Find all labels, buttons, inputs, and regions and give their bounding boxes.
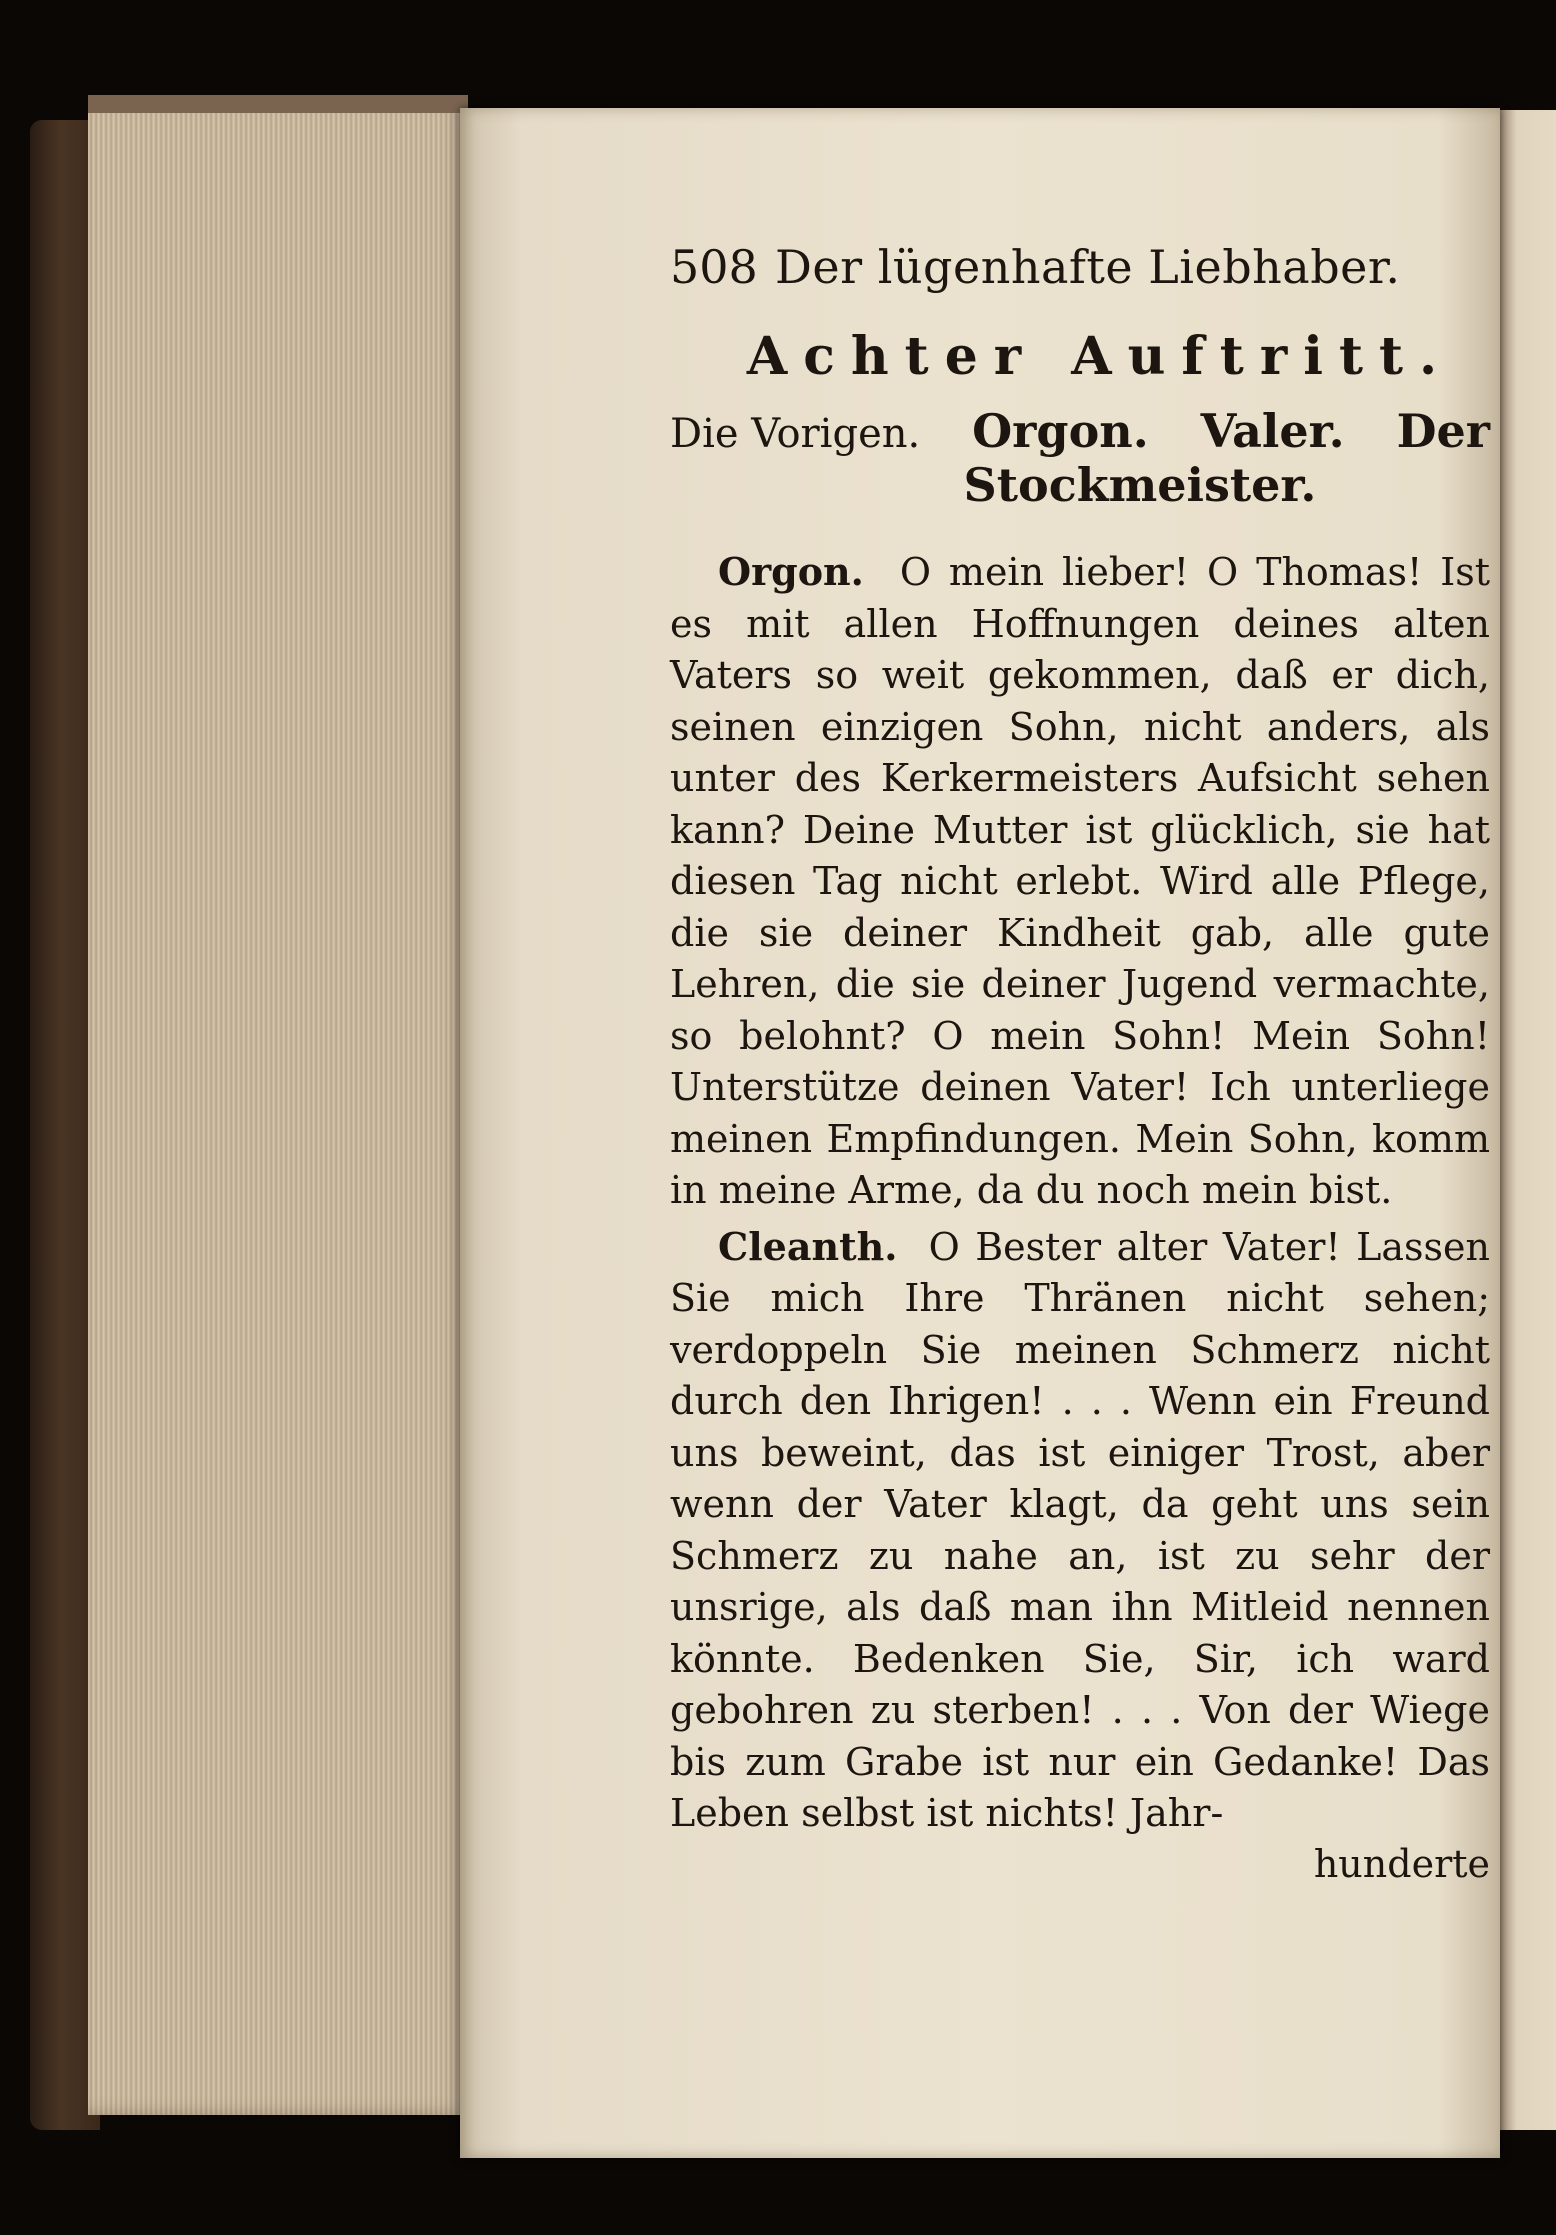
cast-first: Die Vorigen. <box>670 411 921 457</box>
cast-list <box>670 404 1490 458</box>
cast-orgon: Orgon. <box>972 404 1149 458</box>
page-header <box>670 240 1490 320</box>
page-text <box>670 240 1490 1886</box>
speaker-name: Orgon. <box>718 549 864 594</box>
speech-cleanth <box>670 1221 1490 1840</box>
facing-page-edge <box>1500 110 1556 2130</box>
speech-text: O mein lieber! O Thomas! Ist es mit allen Hoffnungen deines alten Vaters so weit gekommen, daß er dich, seinen einzigen Sohn, nicht anders, als unter des Kerkermeisters Aufsicht sehen kann? Deine Mutter ist glücklich, sie hat diesen Tag nicht erlebt. Wird alle Pflege, die sie deiner Kindheit gab, alle gute Lehren, die sie deiner Jugend vermachte, so belohnt? O mein Sohn! Mein Sohn! Unterstütze deinen Vater! Ich unterliege meinen Empfindungen. Mein Sohn, komm in meine Arme, da du noch mein bist. <box>670 550 1490 1212</box>
page-stack-top <box>88 95 468 113</box>
speaker-name: Cleanth. <box>718 1223 898 1269</box>
scene-heading: Achter Auftritt. <box>746 326 1454 387</box>
page-stack-edge <box>88 95 468 2115</box>
cast-der: Der <box>1396 404 1490 458</box>
speech-text: O Bester alter Vater! Lassen Sie mich Ihre Thränen nicht sehen; verdoppeln Sie meinen Schmerz nicht durch den Ihrigen! . . . Wenn ein Freund uns beweint, das ist einiger Trost, aber wenn der Vater klagt, da geht uns sein Schmerz zu nahe an, ist zu sehr der unsrige, als daß man ihn Mitleid nennen könnte. Bedenken Sie, Sir, ich ward gebohren zu sterben! . . . Von der Wiege bis zum Grabe ist nur ein Gedanke! Das Leben selbst ist nichts! Jahr- <box>670 1224 1490 1835</box>
speech-orgon <box>670 546 1490 1217</box>
catchword: hunderte <box>1313 1841 1490 1886</box>
cast-valer: Valer. <box>1200 404 1345 458</box>
running-title: Der lügenhafte Liebhaber. <box>775 240 1401 294</box>
page-number: 508 <box>670 240 758 294</box>
cast-second: Stockmeister. <box>963 458 1317 512</box>
